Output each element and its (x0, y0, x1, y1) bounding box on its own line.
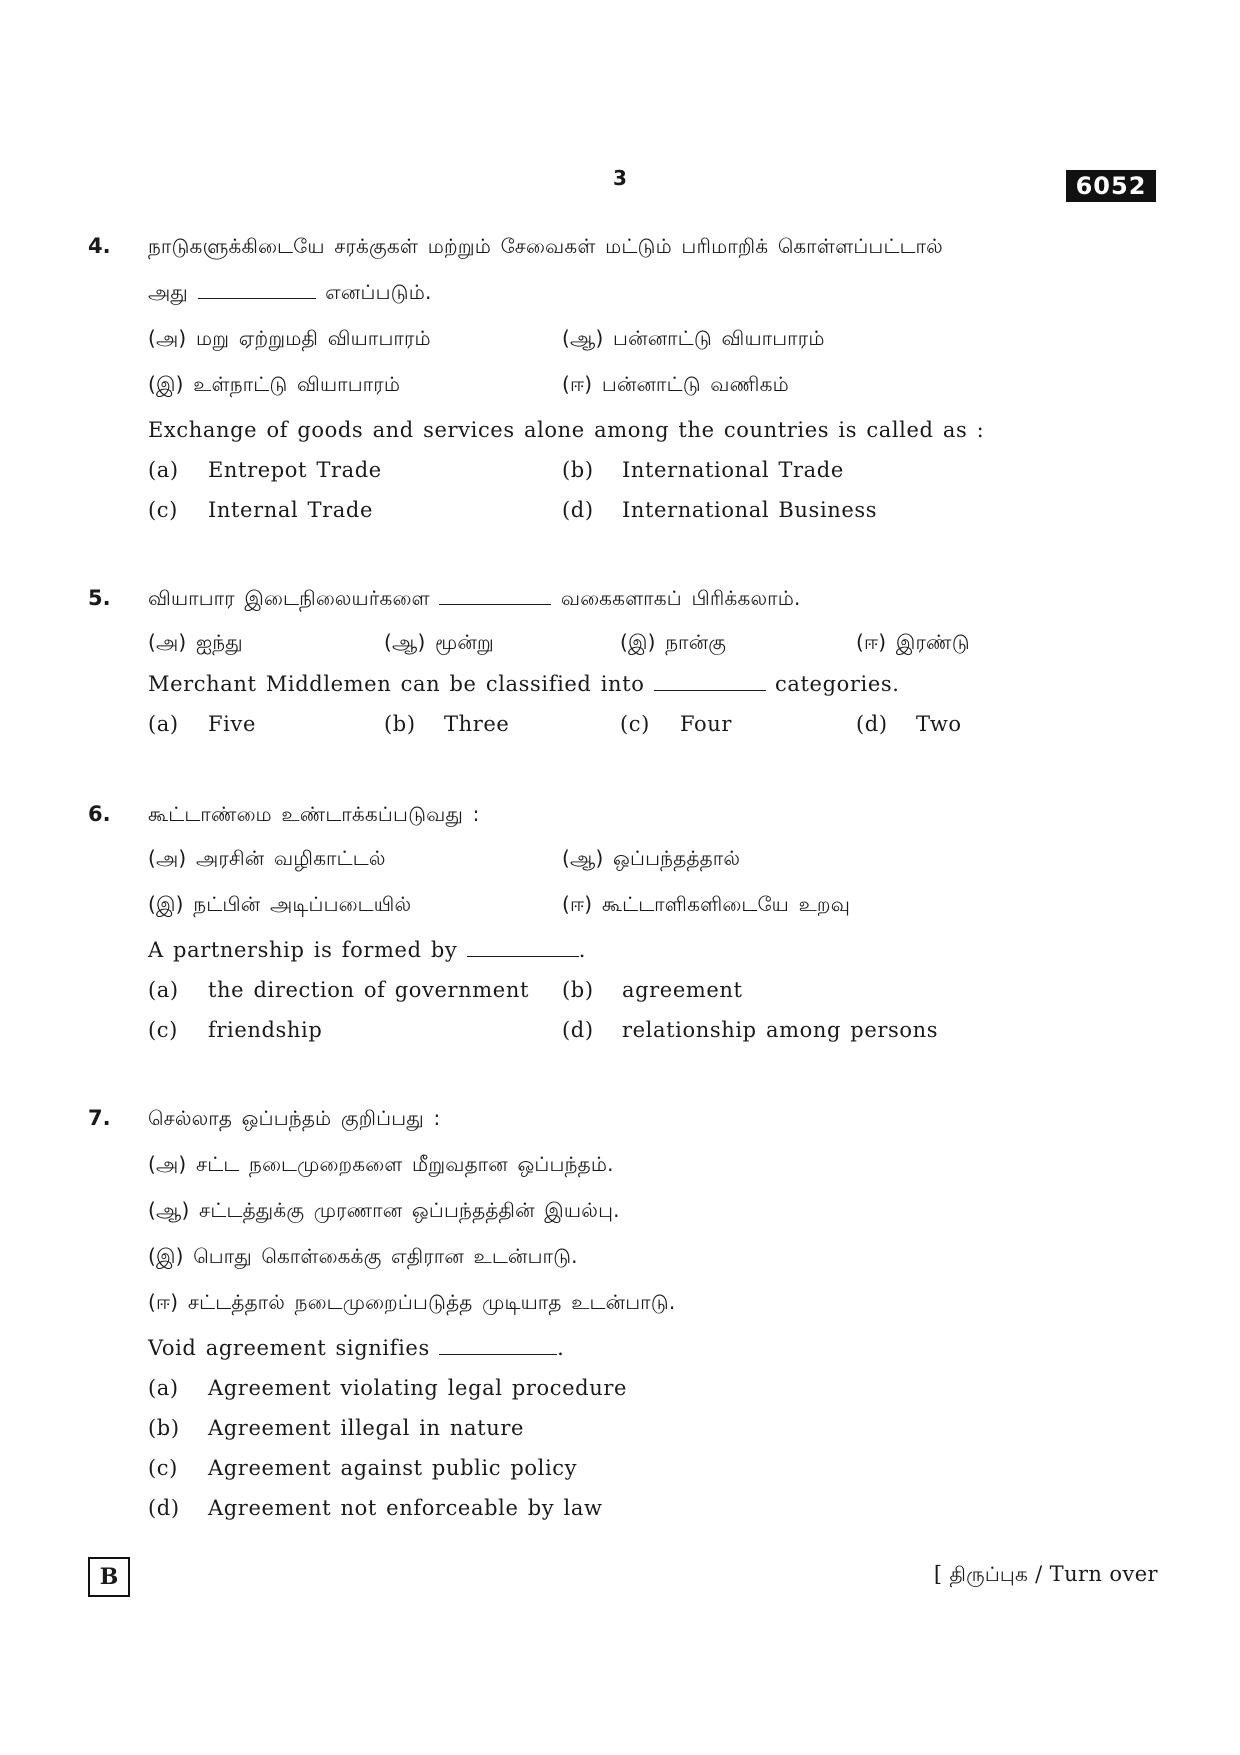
turn-over-bracket: [ (933, 1562, 943, 1586)
turn-over-english: Turn over (1049, 1562, 1158, 1586)
question-number: 4. (88, 234, 111, 258)
tamil-stem (148, 586, 801, 613)
english-stem-post: . (578, 938, 586, 962)
tamil-options-row-1: (அ) அரசின் வழிகாட்டல் (ஆ) ஒப்பந்தத்தால் (148, 846, 741, 870)
english-stem-post: . (557, 1336, 565, 1360)
paper-code-badge: 6052 (1066, 170, 1156, 202)
english-stem-post: categories. (775, 672, 900, 696)
answer-blank (198, 280, 316, 299)
tamil-option-d: (ஈ) சட்டத்தால் நடைமுறைப்படுத்த முடியாத உடன்பாடு. (148, 1290, 676, 1314)
tamil-stem-pre: வியாபார இடைநிலையர்களை (148, 586, 430, 610)
turn-over-note (934, 1562, 1158, 1589)
tamil-options-row-1: (அ) மறு ஏற்றுமதி வியாபாரம் (ஆ) பன்னாட்டு வியாபாரம் (148, 326, 825, 350)
tamil-options-row: (அ) ஐந்து (ஆ) மூன்று (இ) நான்கு (ஈ) இரண்டு (148, 630, 970, 654)
english-stem-pre: A partnership is formed by (148, 938, 458, 962)
tamil-stem-line-2 (148, 280, 432, 307)
tamil-option-b: (ஆ) சட்டத்துக்கு முரணான ஒப்பந்தத்தின் இயல்பு. (148, 1198, 620, 1222)
english-options-row-2: (c) Internal Trade (d) International Business (148, 498, 878, 522)
english-option-d: (d) Agreement not enforceable by law (148, 1496, 603, 1520)
answer-blank (439, 1336, 557, 1355)
english-stem (148, 938, 586, 962)
answer-blank (654, 672, 766, 691)
english-stem-pre: Merchant Middlemen can be classified into (148, 672, 645, 696)
page-number: 3 (613, 166, 627, 190)
tamil-stem-post: வகைகளாகப் பிரிக்கலாம். (560, 586, 801, 610)
english-stem: Exchange of goods and services alone among the countries is called as : (148, 418, 985, 442)
english-option-b: (b) Agreement illegal in nature (148, 1416, 525, 1440)
tamil-stem-pre: அது (148, 280, 188, 304)
turn-over-separator: / (1035, 1562, 1043, 1586)
tamil-option-a: (அ) சட்ட நடைமுறைகளை மீறுவதான ஒப்பந்தம். (148, 1152, 614, 1176)
tamil-stem: கூட்டாண்மை உண்டாக்கப்படுவது : (148, 802, 480, 826)
tamil-options-row-2: (இ) உள்நாட்டு வியாபாரம் (ஈ) பன்னாட்டு வணிகம் (148, 372, 789, 396)
tamil-stem: செல்லாத ஒப்பந்தம் குறிப்பது : (148, 1106, 441, 1130)
english-options-row-1: (a) the direction of government (b) agreement (148, 978, 743, 1002)
english-options-row: (a) Five (b) Three (c) Four (d) Two (148, 712, 962, 736)
tamil-option-c: (இ) பொது கொள்கைக்கு எதிரான உடன்பாடு. (148, 1244, 578, 1268)
english-stem (148, 672, 900, 696)
english-options-row-1: (a) Entrepot Trade (b) International Trade (148, 458, 844, 482)
answer-blank (439, 586, 551, 605)
tamil-stem-post: எனப்படும். (325, 280, 432, 304)
english-stem (148, 1336, 564, 1360)
tamil-stem-line-1: நாடுகளுக்கிடையே சரக்குகள் மற்றும் சேவைகள் மட்டும் பரிமாறிக் கொள்ளப்பட்டால் (148, 234, 943, 258)
english-option-a: (a) Agreement violating legal procedure (148, 1376, 627, 1400)
question-number: 5. (88, 586, 111, 610)
english-stem-pre: Void agreement signifies (148, 1336, 430, 1360)
english-options-row-2: (c) friendship (d) relationship among persons (148, 1018, 939, 1042)
tamil-options-row-2: (இ) நட்பின் அடிப்படையில் (ஈ) கூட்டாளிகளிடையே உறவு (148, 892, 851, 916)
question-number: 6. (88, 802, 111, 826)
turn-over-tamil: திருப்புக (949, 1562, 1029, 1586)
question-number: 7. (88, 1106, 111, 1130)
english-option-c: (c) Agreement against public policy (148, 1456, 578, 1480)
answer-blank (467, 938, 579, 957)
set-letter-box: B (88, 1557, 130, 1597)
